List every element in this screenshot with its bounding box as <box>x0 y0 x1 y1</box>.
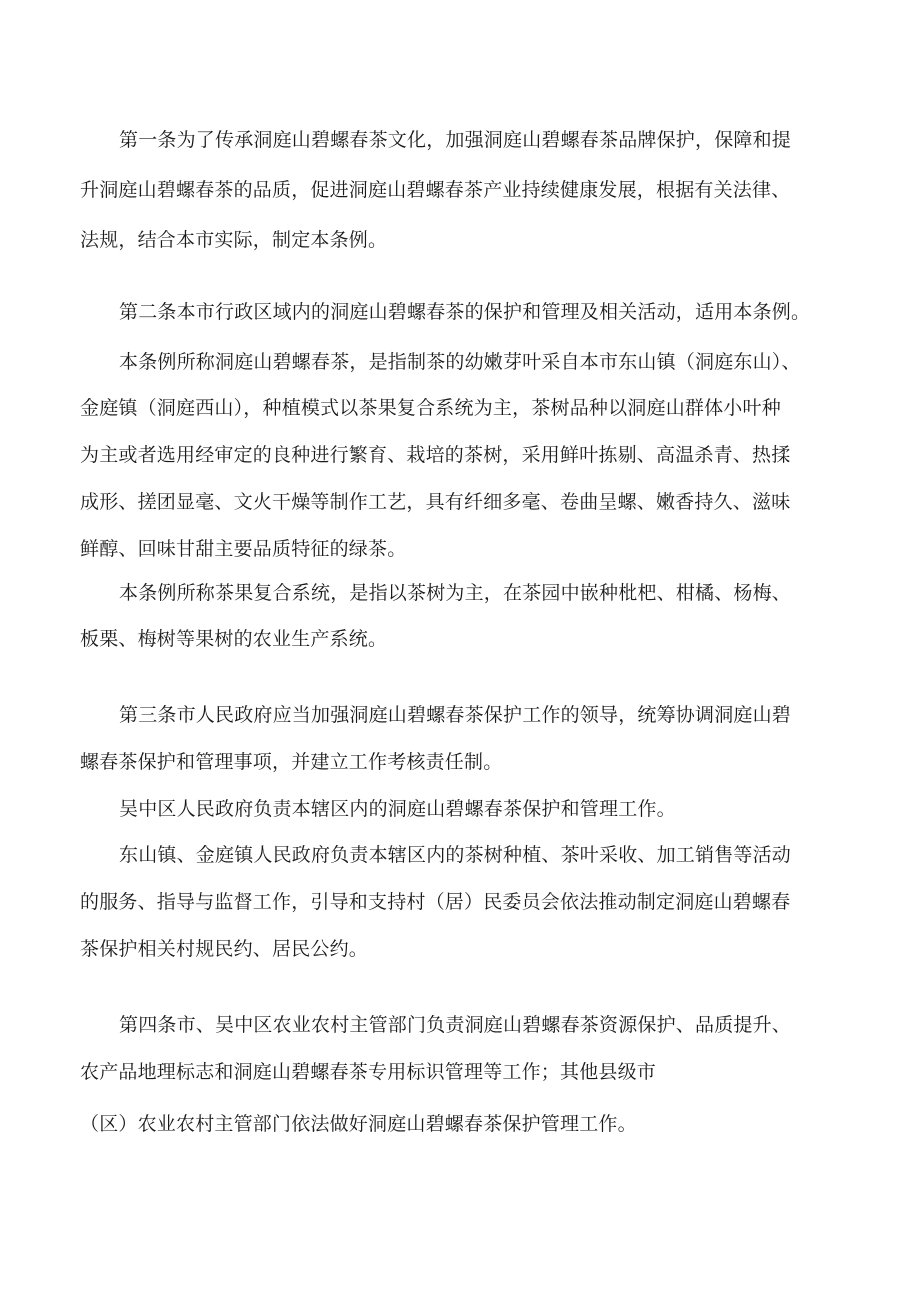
article-3-line-6: 茶保护相关村规民约、居民公约。 <box>80 938 369 960</box>
article-3-line-1: 第三条市人民政府应当加强洞庭山碧螺春茶保护工作的领导，统筹协调洞庭山碧 <box>119 704 792 726</box>
article-4-line-3: （区）农业农村主管部门依法做好洞庭山碧螺春茶保护管理工作。 <box>80 1113 637 1135</box>
article-2-line-8: 板栗、梅树等果树的农业生产系统。 <box>80 628 388 650</box>
article-1-line-2: 升洞庭山碧螺春茶的品质，促进洞庭山碧螺春茶产业持续健康发展，根据有关法律、 <box>80 179 791 201</box>
article-1-line-3: 法规，结合本市实际，制定本条例。 <box>80 229 388 251</box>
article-2-line-2: 本条例所称洞庭山碧螺春茶，是指制茶的幼嫩芽叶采自本市东山镇（洞庭东山）、 <box>119 351 801 373</box>
article-2-line-7: 本条例所称茶果复合系统，是指以茶树为主，在茶园中嵌种枇杷、柑橘、杨梅、 <box>119 582 792 604</box>
article-2-line-1: 第二条本市行政区域内的洞庭山碧螺春茶的保护和管理及相关活动，适用本条例。 <box>119 301 811 323</box>
article-3-line-3: 吴中区人民政府负责本辖区内的洞庭山碧螺春茶保护和管理工作。 <box>119 798 676 820</box>
article-3-line-2: 螺春茶保护和管理事项，并建立工作考核责任制。 <box>80 751 503 773</box>
article-2-line-4: 为主或者选用经审定的良种进行繁育、栽培的茶树，采用鲜叶拣剔、高温杀青、热揉 <box>80 444 791 466</box>
article-3-line-4: 东山镇、金庭镇人民政府负责本辖区内的茶树种植、茶叶采收、加工销售等活动 <box>119 844 792 866</box>
article-4-line-1: 第四条市、吴中区农业农村主管部门负责洞庭山碧螺春茶资源保护、品质提升、 <box>119 1014 792 1036</box>
article-2-line-3: 金庭镇（洞庭西山），种植模式以茶果复合系统为主，茶树品种以洞庭山群体小叶种 <box>80 397 781 419</box>
article-2-line-5: 成形、搓团显毫、文火干燥等制作工艺，具有纤细多毫、卷曲呈螺、嫩香持久、滋味 <box>80 491 791 513</box>
article-3-line-5: 的服务、指导与监督工作，引导和支持村（居）民委员会依法推动制定洞庭山碧螺春 <box>80 891 791 913</box>
article-4-line-2: 农产品地理标志和洞庭山碧螺春茶专用标识管理等工作；其他县级市 <box>80 1061 657 1083</box>
article-1-line-1: 第一条为了传承洞庭山碧螺春茶文化，加强洞庭山碧螺春茶品牌保护，保障和提 <box>119 129 792 151</box>
article-2-line-6: 鲜醇、回味甘甜主要品质特征的绿茶。 <box>80 538 407 560</box>
